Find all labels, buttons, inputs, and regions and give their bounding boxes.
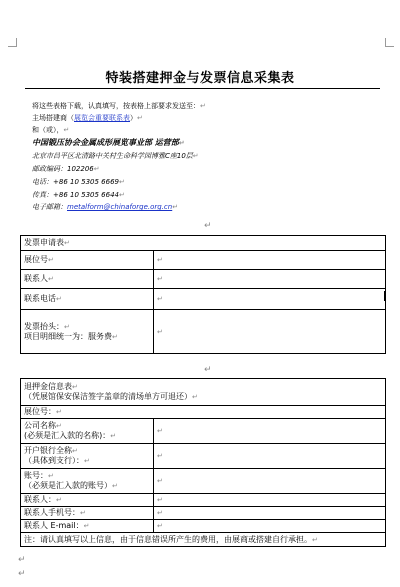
intro-line-3: 和（或），↵ [32,126,70,134]
contact-person-label: 联系人↵ [21,270,154,289]
company-name-label: 公司名称↵ (必须是汇入款的名称)：↵ [21,419,154,444]
invoice-request-table [20,235,386,354]
booth-number-field[interactable]: ↵ [154,251,386,270]
contact-phone-field[interactable]: ↵ [154,289,386,310]
refund-contact-label: 联系人：↵ [21,494,154,507]
refund-contact-field[interactable]: ↵ [154,494,386,507]
refund-booth-label[interactable]: 展位号：↵ [21,406,386,419]
crop-mark-top-left [8,38,17,47]
invoice-heading-label: 发票抬头：↵ 项目明细统一为：服务费↵ [21,310,154,354]
intro-line-2: 主场搭建商（展览会重要联系表）↵ [32,114,143,122]
invoice-table-header: 发票申请表↵ [21,236,386,251]
contact-mobile-label: 联系人手机号：↵ [21,507,154,520]
company-name-field[interactable]: ↵ [154,419,386,444]
crop-mark-top-right [385,38,394,47]
contacts-table-link[interactable]: 展览会重要联系表 [74,114,130,122]
organizer-name: 中国锻压协会金属成形展览事业部 运营部↵ [32,138,185,147]
booth-number-label: 展位号↵ [21,251,154,270]
refund-note: 注：请认真填写以上信息，由于信息错误所产生的费用，由展商或搭建自行承担。↵ [21,533,386,547]
email-link[interactable]: metalform@chinaforge.org.cn [67,203,173,211]
refund-table-header: 退押金信息表↵ （凭展馆保安保洁签字盖章的清场单方可退还）↵ [21,379,386,406]
contact-email-field[interactable]: ↵ [154,520,386,533]
text-cursor [384,291,386,301]
bank-name-label: 开户银行全称↵ （具体到支行）：↵ [21,444,154,469]
title-underline [25,88,380,89]
intro-line-1: 将这些表格下载，认真填写，按表格上部要求发送至：↵ [32,102,206,110]
bank-name-field[interactable]: ↵ [154,444,386,469]
email-line: 电子邮箱：metalform@chinaforge.org.cn↵ [32,203,179,211]
paragraph-mark: ↵ [18,569,26,579]
form-title: 特装搭建押金与发票信息采集表 [105,71,295,86]
postcode: 邮政编码：102206↵ [32,165,100,173]
paragraph-mark: ↵ [204,221,212,231]
organizer-address: 北京市昌平区北清路中关村生命科学园博雅C座10层↵ [32,152,199,160]
refund-info-table [20,378,386,547]
fax-number: 传真：+86 10 5305 6644↵ [32,191,125,199]
account-number-label: 账号：↵ （必须是汇入款的账号）↵ [21,469,154,494]
paragraph-mark: ↵ [18,555,26,565]
phone-number: 电话：+86 10 5305 6669↵ [32,178,125,186]
contact-email-label: 联系人 E-mail：↵ [21,520,154,533]
invoice-heading-field[interactable]: ↵ [154,310,386,354]
contact-phone-label: 联系电话↵ [21,289,154,310]
paragraph-mark: ↵ [204,365,212,375]
contact-person-field[interactable]: ↵ [154,270,386,289]
contact-mobile-field[interactable]: ↵ [154,507,386,520]
account-number-field[interactable]: ↵ [154,469,386,494]
